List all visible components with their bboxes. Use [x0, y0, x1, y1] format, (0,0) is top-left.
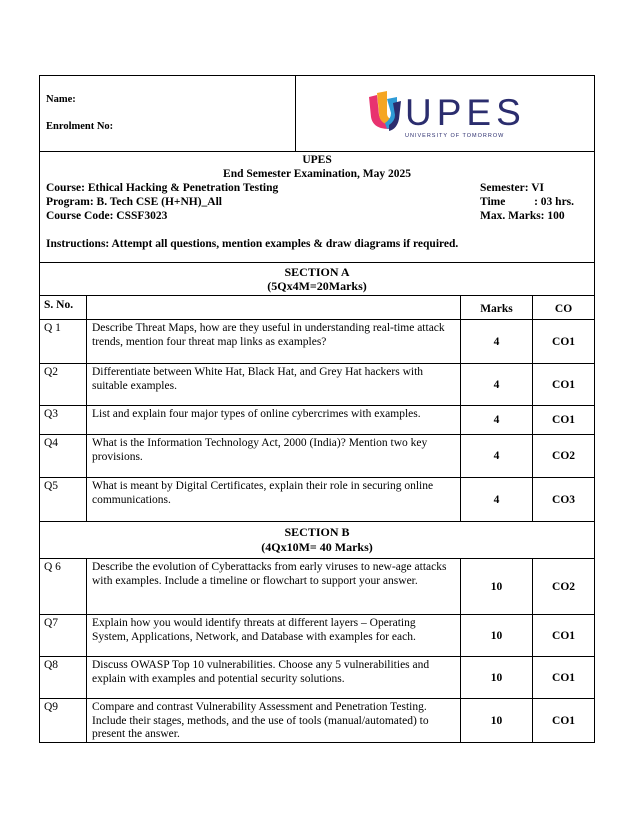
semester: Semester: VI: [480, 182, 544, 194]
question-text: Describe Threat Maps, how are they useful in understanding real-time attack trends, mention four threat map links as examples?: [87, 320, 461, 364]
question-number: Q8: [40, 657, 87, 699]
question-number: Q 6: [40, 559, 87, 615]
section-b-heading: [40, 522, 595, 559]
instructions: Instructions: Attempt all questions, mention examples & draw diagrams if required.: [46, 238, 459, 250]
logo-tagline: UNIVERSITY OF TOMORROW: [405, 133, 505, 139]
question-marks: 4: [461, 435, 533, 478]
question-row: [40, 320, 595, 364]
section-a-title: SECTION A: [284, 265, 350, 279]
col-marks: Marks: [461, 296, 533, 320]
question-text: Discuss OWASP Top 10 vulnerabilities. Choose any 5 vulnerabilities and explain with examples and potential security solutions.: [87, 657, 461, 699]
exam-info: [40, 152, 595, 263]
question-marks: 4: [461, 364, 533, 406]
question-text: Describe the evolution of Cyberattacks from early viruses to new-age attacks with examples. Include a timeline or flowchart to support your answer.: [87, 559, 461, 615]
question-row: [40, 406, 595, 435]
question-number: Q3: [40, 406, 87, 435]
question-marks: 10: [461, 699, 533, 743]
question-row: [40, 615, 595, 657]
col-co: CO: [533, 296, 595, 320]
question-row: [40, 364, 595, 406]
question-text: Differentiate between White Hat, Black Hat, and Grey Hat hackers with suitable examples.: [87, 364, 461, 406]
question-marks: 10: [461, 559, 533, 615]
question-co: CO2: [533, 435, 595, 478]
logo-wordmark: UPES: [405, 92, 526, 133]
section-b-title: SECTION B: [284, 525, 350, 539]
question-text: Explain how you would identify threats at different layers – Operating System, Applications, Network, and Database with examples for each.: [87, 615, 461, 657]
question-row: [40, 435, 595, 478]
question-text: List and explain four major types of online cybercrimes with examples.: [87, 406, 461, 435]
upes-logo-icon: [365, 89, 525, 135]
logo-cell: [296, 76, 595, 152]
question-text: Compare and contrast Vulnerability Assessment and Penetration Testing. Include their stages, methods, and the use of tools (manual/automated) to present the answer.: [87, 699, 461, 743]
question-co: CO1: [533, 699, 595, 743]
question-row: [40, 559, 595, 615]
question-co: CO1: [533, 364, 595, 406]
exam-sheet: [39, 75, 594, 743]
section-a-marks: (5Qx4M=20Marks): [267, 279, 367, 293]
question-co: CO3: [533, 478, 595, 522]
upes-logo: [365, 89, 525, 149]
question-row: [40, 699, 595, 743]
question-number: Q2: [40, 364, 87, 406]
exam-layout: [39, 75, 595, 743]
section-b-marks: (4Qx10M= 40 Marks): [261, 540, 373, 554]
enrolment-label: Enrolment No:: [46, 121, 114, 132]
section-a-heading: [40, 263, 595, 296]
question-row: [40, 657, 595, 699]
question-marks: 10: [461, 657, 533, 699]
name-label: Name:: [46, 94, 76, 105]
exam-title: End Semester Examination, May 2025: [223, 168, 411, 180]
exam-time: Time : 03 hrs.: [480, 196, 575, 208]
question-number: Q9: [40, 699, 87, 743]
candidate-info: [40, 76, 296, 152]
question-text: What is meant by Digital Certificates, explain their role in securing online communications.: [87, 478, 461, 522]
col-question: [87, 296, 461, 320]
question-number: Q5: [40, 478, 87, 522]
course-name: Course: Ethical Hacking & Penetration Testing: [46, 182, 279, 194]
course-code: Course Code: CSSF3023: [46, 210, 168, 222]
question-number: Q 1: [40, 320, 87, 364]
question-row: [40, 478, 595, 522]
question-co: CO1: [533, 406, 595, 435]
question-co: CO2: [533, 559, 595, 615]
program: Program: B. Tech CSE (H+NH)_All: [46, 196, 222, 208]
question-marks: 4: [461, 406, 533, 435]
question-marks: 4: [461, 478, 533, 522]
university-name: UPES: [302, 154, 332, 166]
col-sno: S. No.: [40, 296, 87, 320]
question-marks: 4: [461, 320, 533, 364]
question-number: Q7: [40, 615, 87, 657]
question-number: Q4: [40, 435, 87, 478]
question-text: What is the Information Technology Act, 2000 (India)? Mention two key provisions.: [87, 435, 461, 478]
question-co: CO1: [533, 657, 595, 699]
max-marks: Max. Marks: 100: [480, 210, 565, 222]
question-co: CO1: [533, 320, 595, 364]
question-co: CO1: [533, 615, 595, 657]
question-marks: 10: [461, 615, 533, 657]
